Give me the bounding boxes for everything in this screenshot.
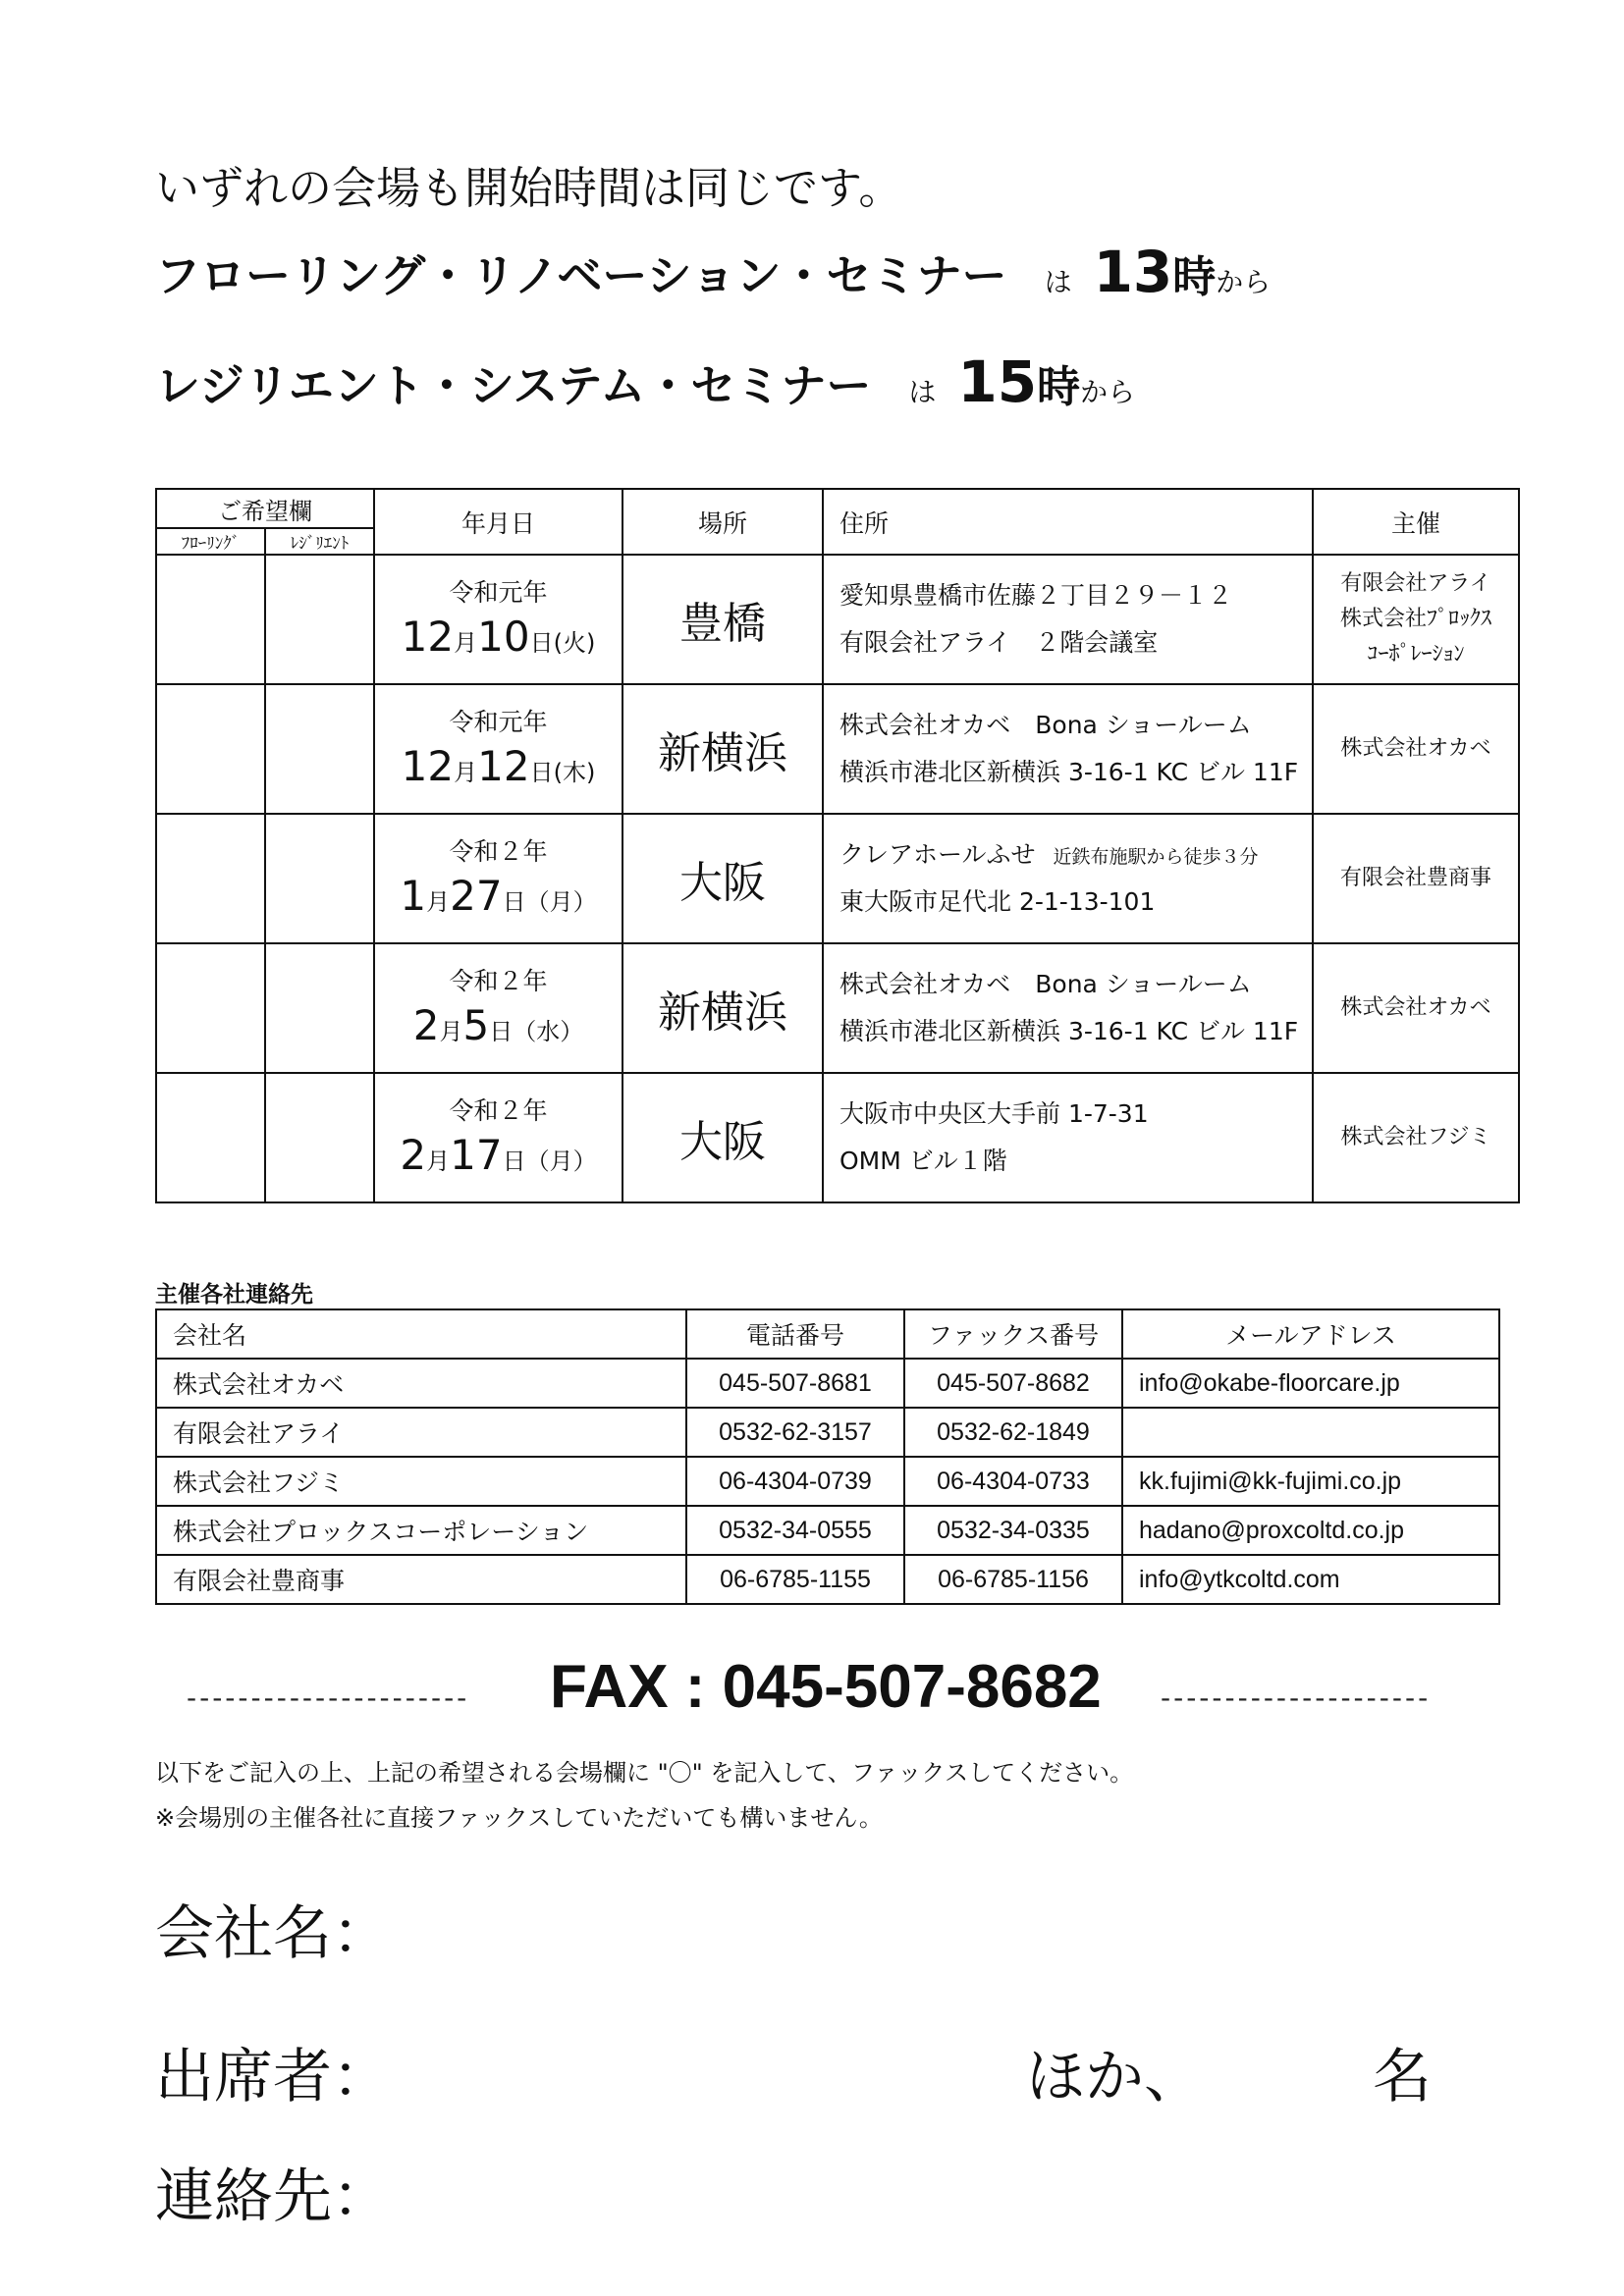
checkbox-flooring[interactable] <box>156 555 265 684</box>
contact-table <box>155 1308 1500 1605</box>
checkbox-flooring[interactable] <box>156 684 265 814</box>
address-line2: 東大阪市足代北 2-1-13-101 <box>839 887 1156 916</box>
contact-row <box>156 1408 1499 1457</box>
date-era: 令和元年 <box>449 708 548 737</box>
date-day-suffix: 日 <box>529 628 554 657</box>
date-cell <box>374 555 623 684</box>
checkbox-flooring[interactable] <box>156 1073 265 1202</box>
address-cell <box>823 555 1313 684</box>
date-month: 1 <box>400 871 427 920</box>
contact-mail[interactable]: info@okabe-floorcare.jp <box>1122 1359 1499 1408</box>
checkbox-resilient[interactable] <box>265 684 374 814</box>
intro-text: いずれの会場も開始時間は同じです。 <box>155 162 903 214</box>
contact-mail[interactable]: info@ytkcoltd.com <box>1122 1555 1499 1604</box>
address-line1: 愛知県豊橋市佐藤２丁目２９－１２ <box>839 581 1233 610</box>
contact-header-mail: メールアドレス <box>1122 1309 1499 1359</box>
contact-row <box>156 1457 1499 1506</box>
host-line1: 有限会社アライ <box>1340 571 1491 596</box>
seminar-line-resilient <box>155 348 1135 415</box>
contact-company: 株式会社プロックスコーポレーション <box>156 1506 686 1555</box>
date-era: 令和２年 <box>449 967 548 996</box>
address-line2: OMM ビル１階 <box>839 1147 1007 1175</box>
address-cell <box>823 814 1313 943</box>
schedule-row <box>156 555 1519 684</box>
date-cell <box>374 814 623 943</box>
contact-fax: 045-507-8682 <box>904 1359 1122 1408</box>
address-cell <box>823 943 1313 1073</box>
fax-number: FAX : 045-507-8682 <box>550 1653 1102 1721</box>
contact-header-row <box>156 1309 1499 1359</box>
date-month-suffix: 月 <box>439 1017 463 1045</box>
date-day: 17 <box>450 1130 503 1179</box>
contact-mail[interactable]: hadano@proxcoltd.co.jp <box>1122 1506 1499 1555</box>
seminar-hour: 15 <box>957 348 1038 415</box>
contact-tel: 06-4304-0739 <box>686 1457 904 1506</box>
address-line1: 株式会社オカベ Bona ショールーム <box>839 970 1252 998</box>
host-cell <box>1313 1073 1519 1202</box>
schedule-row <box>156 943 1519 1073</box>
contact-title: 主催各社連絡先 <box>155 1282 313 1308</box>
date-month: 2 <box>400 1130 427 1179</box>
form-count-unit: 名 <box>1373 2043 1432 2111</box>
contact-row <box>156 1359 1499 1408</box>
date-era: 令和元年 <box>449 578 548 608</box>
contact-header-company: 会社名 <box>156 1309 686 1359</box>
venue-cell: 大阪 <box>623 814 823 943</box>
schedule-row <box>156 684 1519 814</box>
contact-fax: 0532-34-0335 <box>904 1506 1122 1555</box>
date-cell <box>374 684 623 814</box>
contact-fax: 0532-62-1849 <box>904 1408 1122 1457</box>
fax-note: ※会場別の主催各社に直接ファックスしていただいても構いません。 <box>155 1804 883 1832</box>
header-resilient: ﾚｼﾞﾘｴﾝﾄ <box>265 528 374 555</box>
header-kibou: ご希望欄 <box>156 489 374 528</box>
contact-mail[interactable] <box>1122 1408 1499 1457</box>
contact-row <box>156 1506 1499 1555</box>
contact-tel: 0532-34-0555 <box>686 1506 904 1555</box>
date-dow: （月） <box>525 887 597 916</box>
seminar-kara: から <box>1216 266 1272 298</box>
date-month-suffix: 月 <box>454 758 478 786</box>
contact-fax: 06-6785-1156 <box>904 1555 1122 1604</box>
fax-instruction: 以下をご記入の上、上記の希望される会場欄に "〇" を記入して、ファックスしてください。 <box>155 1759 1134 1787</box>
address-line2: 横浜市港北区新横浜 3-16-1 KC ビル 11F <box>839 758 1299 786</box>
venue-cell: 新横浜 <box>623 684 823 814</box>
seminar-wa: は <box>1044 266 1072 298</box>
contact-mail[interactable]: kk.fujimi@kk-fujimi.co.jp <box>1122 1457 1499 1506</box>
date-month-suffix: 月 <box>426 887 451 916</box>
address-cell <box>823 684 1313 814</box>
date-month-suffix: 月 <box>454 628 478 657</box>
form-company-label: 会社名： <box>155 1899 391 1968</box>
address-line2: 横浜市港北区新横浜 3-16-1 KC ビル 11F <box>839 1017 1299 1045</box>
contact-header-fax: ファックス番号 <box>904 1309 1122 1359</box>
contact-company: 株式会社フジミ <box>156 1457 686 1506</box>
date-era: 令和２年 <box>449 1096 548 1126</box>
host-line2: 株式会社ﾌﾟﾛｯｸｽ <box>1339 607 1491 631</box>
date-day: 5 <box>462 1000 490 1049</box>
date-dow: (火) <box>553 628 596 657</box>
schedule-header-row <box>156 489 1519 528</box>
header-address: 住所 <box>823 489 1313 555</box>
host-cell <box>1313 814 1519 943</box>
date-month-suffix: 月 <box>426 1147 451 1175</box>
contact-company: 有限会社アライ <box>156 1408 686 1457</box>
date-day: 10 <box>477 612 530 661</box>
host-line1: 有限会社豊商事 <box>1339 866 1491 890</box>
form-others-label: ほか、 <box>1026 2043 1203 2111</box>
checkbox-resilient[interactable] <box>265 1073 374 1202</box>
date-dow: （水） <box>513 1017 584 1045</box>
dash-left: ---------------------- <box>187 1682 470 1714</box>
host-line3: ｺｰﾎﾟﾚｰｼｮﾝ <box>1367 642 1465 667</box>
venue-cell: 新横浜 <box>623 943 823 1073</box>
contact-company: 有限会社豊商事 <box>156 1555 686 1604</box>
seminar-line-flooring <box>155 239 1271 305</box>
date-day-suffix: 日 <box>529 758 554 786</box>
schedule-row <box>156 1073 1519 1202</box>
date-dow: （月） <box>525 1147 597 1175</box>
date-era: 令和２年 <box>449 837 548 867</box>
address-line1: 大阪市中央区大手前 1-7-31 <box>839 1099 1149 1128</box>
header-date: 年月日 <box>374 489 623 555</box>
seminar-kara: から <box>1080 376 1136 408</box>
date-day: 12 <box>477 741 530 790</box>
address-cell <box>823 1073 1313 1202</box>
host-cell <box>1313 943 1519 1073</box>
date-cell <box>374 1073 623 1202</box>
seminar-ji: 時 <box>1037 362 1081 412</box>
seminar-ji: 時 <box>1172 252 1217 302</box>
contact-fax: 06-4304-0733 <box>904 1457 1122 1506</box>
schedule-table <box>155 488 1520 1203</box>
contact-tel: 0532-62-3157 <box>686 1408 904 1457</box>
checkbox-flooring[interactable] <box>156 943 265 1073</box>
venue-cell: 大阪 <box>623 1073 823 1202</box>
seminar-name: レジリエント・システム・セミナー <box>155 359 872 412</box>
host-cell <box>1313 555 1519 684</box>
form-attendee-label: 出席者： <box>155 2043 391 2111</box>
date-cell <box>374 943 623 1073</box>
dash-right: --------------------- <box>1161 1682 1432 1714</box>
header-flooring: ﾌﾛｰﾘﾝｸﾞ <box>156 528 265 555</box>
date-day-suffix: 日 <box>502 887 526 916</box>
contact-row <box>156 1555 1499 1604</box>
date-dow: (木) <box>553 758 596 786</box>
header-venue: 場所 <box>623 489 823 555</box>
date-day-suffix: 日 <box>502 1147 526 1175</box>
contact-company: 株式会社オカベ <box>156 1359 686 1408</box>
date-day-suffix: 日 <box>489 1017 514 1045</box>
checkbox-resilient[interactable] <box>265 555 374 684</box>
host-cell <box>1313 684 1519 814</box>
schedule-row <box>156 814 1519 943</box>
contact-tel: 045-507-8681 <box>686 1359 904 1408</box>
seminar-name: フローリング・リノベーション・セミナー <box>155 249 1007 302</box>
seminar-hour: 13 <box>1093 239 1173 305</box>
checkbox-flooring[interactable] <box>156 814 265 943</box>
contact-tel: 06-6785-1155 <box>686 1555 904 1604</box>
address-line2: 有限会社アライ ２階会議室 <box>839 628 1159 657</box>
address-line1: 株式会社オカベ Bona ショールーム <box>839 711 1252 739</box>
checkbox-resilient[interactable] <box>265 814 374 943</box>
host-line1: 株式会社オカベ <box>1340 995 1491 1020</box>
date-month: 12 <box>401 741 455 790</box>
seminar-wa: は <box>908 376 937 408</box>
date-month: 2 <box>412 1000 440 1049</box>
host-line1: 株式会社オカベ <box>1340 736 1491 761</box>
address-note: 近鉄布施駅から徒歩３分 <box>1053 846 1259 868</box>
host-line1: 株式会社フジミ <box>1340 1125 1491 1149</box>
form-contact-label: 連絡先： <box>155 2163 391 2231</box>
address-line1: クレアホールふせ <box>839 840 1036 869</box>
date-month: 12 <box>401 612 455 661</box>
contact-header-tel: 電話番号 <box>686 1309 904 1359</box>
header-host: 主催 <box>1313 489 1519 555</box>
date-day: 27 <box>450 871 503 920</box>
venue-cell: 豊橋 <box>623 555 823 684</box>
checkbox-resilient[interactable] <box>265 943 374 1073</box>
